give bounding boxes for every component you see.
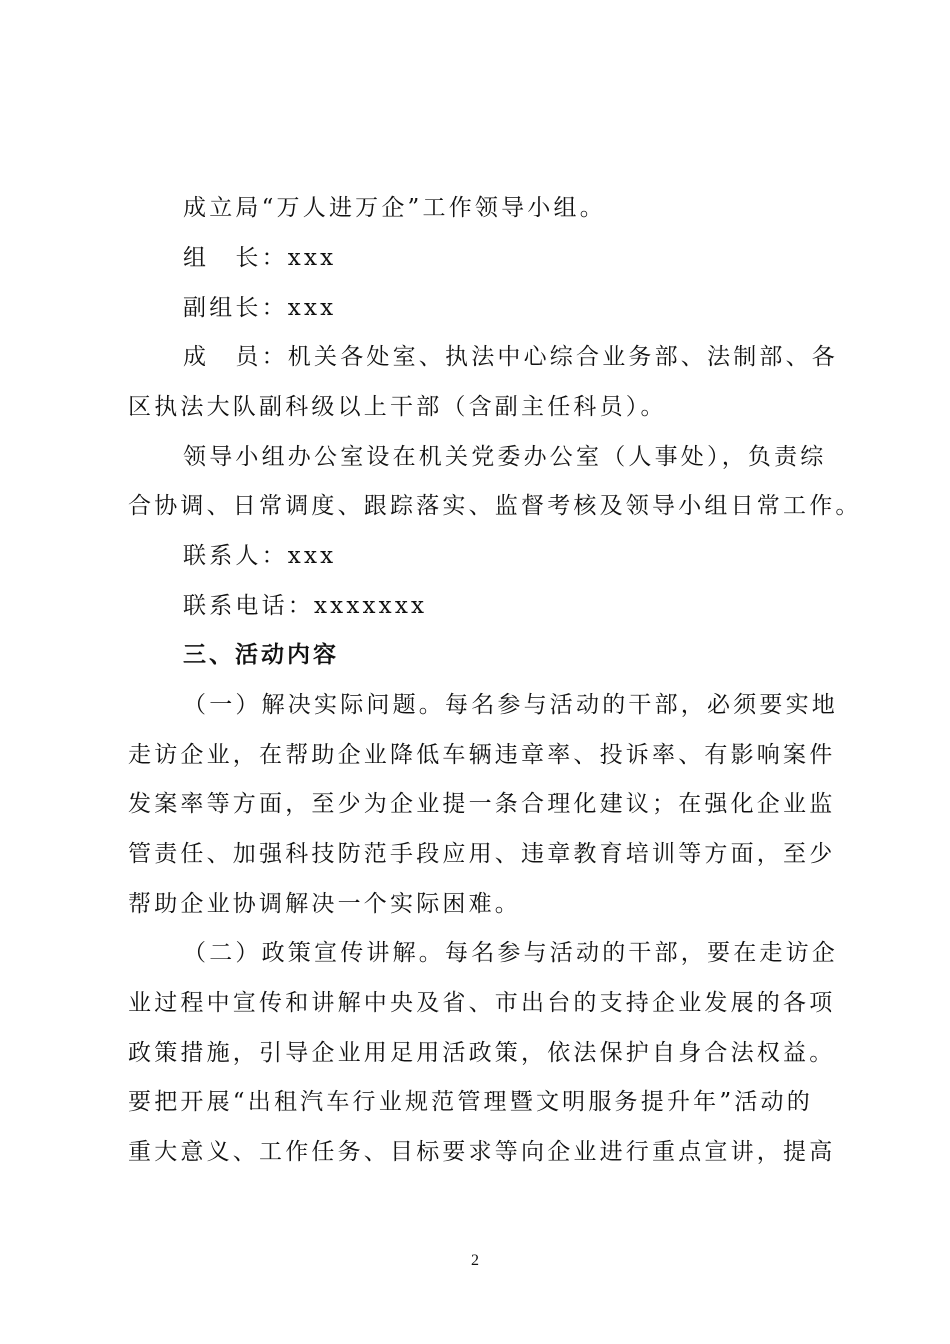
deputy-leader-line: 副组长：xxx [183, 295, 337, 321]
office-paragraph-line: 领导小组办公室设在机关党委办公室（人事处），负责综 [183, 444, 827, 470]
paragraph-leading-group: 成立局“万人进万企”工作领导小组。 [183, 195, 606, 221]
section-two-line: （二）政策宣传讲解。每名参与活动的干部，要在走访企 [183, 940, 838, 966]
section-one-line: 管责任、加强科技防范手段应用、违章教育培训等方面，至少 [128, 841, 836, 867]
section-one-line: 帮助企业协调解决一个实际困难。 [128, 891, 521, 917]
office-paragraph-line-continued: 合协调、日常调度、跟踪落实、监督考核及领导小组日常工作。 [128, 493, 862, 519]
section-two-line: 业过程中宣传和讲解中央及省、市出台的支持企业发展的各项 [128, 990, 836, 1016]
contact-phone-line: 联系电话：xxxxxxx [183, 593, 428, 619]
group-leader-line: 组 长：xxx [183, 245, 337, 271]
section-two-line: 重大意义、工作任务、目标要求等向企业进行重点宣讲，提高 [128, 1139, 836, 1165]
section-two-line: 政策措施，引导企业用足用活政策，依法保护自身合法权益。 [128, 1040, 836, 1066]
page-number: 2 [471, 1252, 479, 1269]
section-one-line: 发案率等方面，至少为企业提一条合理化建议；在强化企业监 [128, 791, 836, 817]
section-two-line: 要把开展“出租汽车行业规范管理暨文明服务提升年”活动的 [128, 1089, 813, 1115]
section-heading-activity-content: 三、活动内容 [183, 642, 339, 668]
members-line: 成 员：机关各处室、执法中心综合业务部、法制部、各 [183, 344, 838, 370]
contact-person-line: 联系人：xxx [183, 543, 337, 569]
section-one-line: （一）解决实际问题。每名参与活动的干部，必须要实地 [183, 692, 838, 718]
members-line-continued: 区执法大队副科级以上干部（含副主任科员）。 [128, 394, 667, 420]
section-one-line: 走访企业，在帮助企业降低车辆违章率、投诉率、有影响案件 [128, 742, 836, 768]
